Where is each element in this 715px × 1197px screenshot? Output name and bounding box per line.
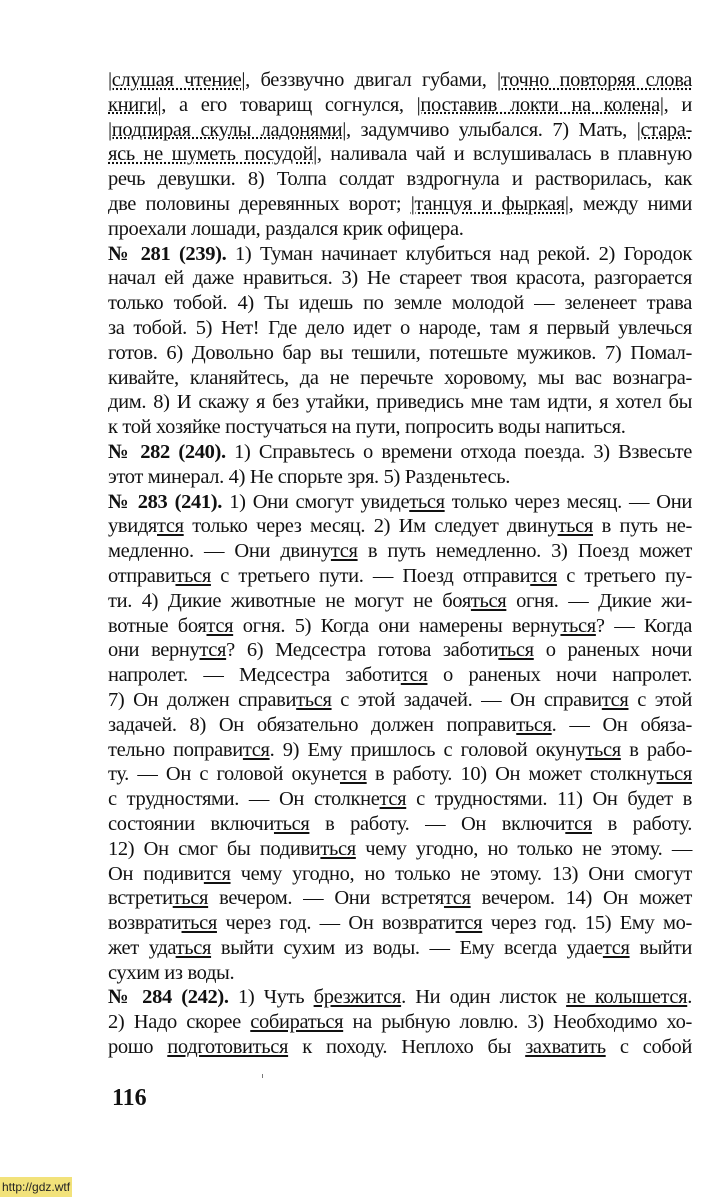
- text-segment: в путь не-: [593, 515, 692, 538]
- text-segment: рошо: [108, 1036, 168, 1059]
- text-segment: .: [687, 986, 692, 1009]
- underlined-word: захватить: [525, 1036, 606, 1059]
- text-segment: , а его товарищ согнулся,: [161, 93, 417, 116]
- text-line: [108, 142, 692, 167]
- dotted-underlined-phrase: |подпирая скулы ладонями|: [108, 118, 346, 141]
- text-line: [108, 167, 692, 192]
- text-segment: 1) Они смогут увиде: [222, 490, 410, 513]
- text-line: [108, 415, 692, 440]
- text-line: [108, 1010, 692, 1035]
- text-segment: только тобой. 4) Ты идешь по земле молодой — зеленеет трава: [108, 292, 692, 315]
- text-line: [108, 862, 692, 887]
- text-line: [108, 217, 692, 242]
- text-line: [108, 837, 692, 862]
- text-segment: огня. — Дикие жи-: [506, 589, 693, 612]
- text-line: [108, 961, 692, 986]
- text-segment: о раненых ночи напролет.: [427, 664, 692, 687]
- text-segment: увидя: [108, 515, 158, 538]
- text-line: [108, 1035, 692, 1060]
- underlined-word: тся: [602, 936, 630, 959]
- dotted-underlined-phrase: ясь не шуметь посудой|: [108, 143, 317, 166]
- paragraph: [108, 68, 692, 242]
- text-line: [108, 787, 692, 812]
- text-segment: ? 6) Медсестра готова заботи: [226, 639, 499, 662]
- exercise-number: № 284 (242).: [108, 986, 229, 1009]
- text-segment: 2) Надо скорее: [108, 1011, 251, 1034]
- text-segment: медленно. — Они двину: [108, 540, 331, 563]
- underlined-word: брезжится: [313, 986, 402, 1009]
- text-line: [108, 713, 692, 738]
- text-line: [108, 589, 692, 614]
- text-line: [108, 911, 692, 936]
- text-segment: Он подиви: [108, 862, 204, 885]
- text-segment: только через месяц. 2) Им следует двину: [183, 515, 558, 538]
- underlined-word: тся: [565, 812, 592, 835]
- text-segment: жет уда: [108, 936, 176, 959]
- dotted-underlined-phrase: |стара-: [636, 118, 692, 141]
- watermark-link[interactable]: http://gdz.wtf: [0, 1177, 72, 1197]
- underlined-word: тся: [203, 862, 231, 885]
- scan-speck: [262, 1074, 263, 1078]
- underlined-word: ться: [320, 837, 356, 860]
- text-segment: этот минерал. 4) Не спорьте зря. 5) Разденьтесь.: [108, 465, 510, 488]
- exercise-number: № 283 (241).: [108, 490, 223, 513]
- text-line: [108, 936, 692, 961]
- text-segment: состоянии включи: [108, 812, 274, 835]
- text-segment: , и: [663, 93, 692, 116]
- text-segment: с третьего пу-: [556, 564, 692, 587]
- text-segment: , между ними: [568, 192, 692, 215]
- text-segment: кивайте, кланяйтесь, да не перечьте хоровому, мы вас вознагра-: [108, 366, 692, 389]
- text-segment: огня. 5) Когда они намерены верну: [233, 614, 561, 637]
- text-line: [108, 291, 692, 316]
- exercise-number: № 281 (239).: [108, 242, 227, 265]
- text-line: [108, 68, 692, 93]
- underlined-word: ться: [498, 639, 534, 662]
- text-segment: готов. 6) Довольно бар вы тешили, потешьте мужиков. 7) Помал-: [108, 341, 692, 364]
- text-line: [108, 738, 692, 763]
- text-line: [108, 390, 692, 415]
- text-segment: ? — Когда: [595, 614, 692, 637]
- underlined-word: тся: [206, 614, 234, 637]
- text-line: [108, 465, 692, 490]
- underlined-word: ться: [516, 713, 552, 736]
- text-segment: с собой: [605, 1036, 692, 1059]
- text-segment: выйти: [629, 936, 692, 959]
- text-line: [108, 93, 692, 118]
- underlined-word: тся: [400, 664, 428, 687]
- underlined-word: собираться: [250, 1011, 344, 1034]
- exercise-number: № 282 (240).: [108, 440, 226, 463]
- text-segment: ту. — Он с головой окуне: [108, 763, 340, 786]
- text-segment: к той хозяйке постучаться на пути, попросить воды напиться.: [108, 416, 626, 439]
- text-segment: через год. 15) Ему мо-: [482, 912, 692, 935]
- dotted-underlined-phrase: книги|: [108, 93, 162, 116]
- text-segment: чему угодно, но только не этому. 13) Они смогут: [230, 862, 693, 885]
- text-segment: , наливала чай и вслушивалась в плавную: [316, 143, 692, 166]
- text-line: [108, 366, 692, 391]
- text-segment: . — Он обяза-: [551, 713, 692, 736]
- text-segment: 12) Он смог бы подиви: [108, 837, 321, 860]
- text-segment: о раненых ночи: [533, 639, 692, 662]
- text-segment: 1) Чуть: [228, 986, 314, 1009]
- text-segment: речь девушки. 8) Толпа солдат вздрогнула и растворилась, как: [108, 168, 692, 191]
- underlined-word: ться: [296, 688, 332, 711]
- text-segment: в работу. 10) Он может столкну: [366, 763, 657, 786]
- text-segment: к походу. Неплохо бы: [288, 1036, 526, 1059]
- underlined-word: тся: [455, 912, 483, 935]
- text-segment: с этой: [628, 688, 693, 711]
- text-segment: чему угодно, но только не этому. —: [355, 837, 692, 860]
- underlined-word: тся: [601, 688, 629, 711]
- text-line: [108, 316, 692, 341]
- underlined-word: тся: [330, 540, 358, 563]
- text-line: [108, 688, 692, 713]
- text-line: [108, 886, 692, 911]
- underlined-word: ться: [560, 614, 596, 637]
- underlined-word: ться: [172, 887, 209, 910]
- text-segment: 1) Справьтесь о времени отхода поезда. 3) Взвесьте: [225, 440, 692, 463]
- underlined-word: ться: [409, 490, 445, 513]
- text-segment: с трудностями. 11) Он будет в: [406, 788, 693, 811]
- paragraph: [108, 242, 692, 440]
- underlined-word: тся: [339, 763, 367, 786]
- dotted-underlined-phrase: |точно повторяя слова: [497, 69, 693, 91]
- paragraph: [108, 985, 692, 1059]
- underlined-word: ться: [557, 515, 594, 538]
- text-segment: отправи: [108, 564, 176, 587]
- text-line: [108, 663, 692, 688]
- text-segment: в работу. — Он включи: [309, 812, 566, 835]
- text-segment: сухим из воды.: [108, 961, 235, 984]
- underlined-word: тся: [379, 788, 407, 811]
- text-segment: вотные боя: [108, 614, 207, 637]
- text-line: [108, 242, 692, 267]
- text-segment: с третьего пути. — Поезд отправи: [210, 564, 531, 587]
- text-segment: в работу.: [591, 812, 693, 835]
- text-segment: две половины деревянных ворот;: [108, 192, 411, 215]
- text-line: [108, 192, 692, 217]
- text-line: [108, 440, 692, 465]
- underlined-word: ться: [585, 738, 621, 761]
- text-segment: , беззвучно двигал губами,: [245, 69, 498, 91]
- text-segment: с трудностями. — Он столкне: [108, 788, 380, 811]
- text-segment: выйти сухим из воды. — Ему всегда удае: [211, 936, 603, 959]
- text-segment: ти. 4) Дикие животные не могут не боя: [108, 589, 471, 612]
- text-line: [108, 490, 692, 515]
- text-segment: с этой задачей. — Он справи: [331, 688, 602, 711]
- paragraph: [108, 440, 692, 490]
- text-segment: , задумчиво улыбался. 7) Мать,: [345, 118, 637, 141]
- text-line: [108, 762, 692, 787]
- underlined-word: ться: [175, 564, 211, 587]
- underlined-word: ться: [656, 763, 693, 786]
- underlined-word: ться: [273, 812, 310, 835]
- text-segment: задачей. 8) Он обязательно должен поправи: [108, 713, 517, 736]
- text-segment: 7) Он должен справи: [108, 688, 297, 711]
- text-segment: в путь немедленно. 3) Поезд может: [357, 540, 692, 563]
- text-segment: тельно поправи: [108, 738, 243, 761]
- text-line: [108, 614, 692, 639]
- text-line: [108, 812, 692, 837]
- text-line: [108, 985, 692, 1010]
- text-segment: в рабо-: [620, 738, 693, 761]
- dotted-underlined-phrase: |поставив локти на колена|: [416, 93, 664, 116]
- dotted-underlined-phrase: |танцуя и фыркая|: [410, 192, 569, 215]
- page-body-text: [108, 68, 692, 1060]
- underlined-word: ться: [181, 912, 217, 935]
- text-line: [108, 118, 692, 143]
- underlined-word: тся: [199, 639, 227, 662]
- text-segment: . 9) Ему пришлось с головой окуну: [269, 738, 586, 761]
- underlined-word: тся: [443, 887, 471, 910]
- dotted-underlined-phrase: |слушая чтение|: [108, 69, 246, 91]
- text-segment: встрети: [108, 887, 173, 910]
- text-segment: дим. 8) И скажу я без утайки, приведись мне там идти, я хотел бы: [108, 391, 692, 414]
- text-segment: возврати: [108, 912, 182, 935]
- text-segment: на рыбную ловлю. 3) Необходимо хо-: [343, 1011, 692, 1034]
- underlined-word: ться: [470, 589, 507, 612]
- text-line: [108, 341, 692, 366]
- text-segment: только через месяц. — Они: [444, 490, 692, 513]
- text-segment: они верну: [108, 639, 200, 662]
- text-line: [108, 638, 692, 663]
- text-line: [108, 514, 692, 539]
- text-segment: напролет. — Медсестра заботи: [108, 664, 401, 687]
- text-line: [108, 266, 692, 291]
- text-segment: через год. — Он возврати: [216, 912, 456, 935]
- text-segment: вечером. 14) Он может: [470, 887, 692, 910]
- text-line: [108, 539, 692, 564]
- underlined-word: не колышется: [566, 986, 688, 1009]
- underlined-word: тся: [242, 738, 270, 761]
- text-segment: 1) Туман начинает клубиться над рекой. 2) Городок: [226, 242, 692, 265]
- text-segment: проехали лошади, раздался крик офицера.: [108, 217, 464, 240]
- paragraph: [108, 490, 692, 986]
- text-segment: . Ни один листок: [401, 986, 567, 1009]
- underlined-word: тся: [530, 564, 557, 587]
- page-number: 116: [112, 1085, 147, 1111]
- text-segment: за тобой. 5) Нет! Где дело идет о народе, там я первый увлечься: [108, 316, 692, 339]
- underlined-word: ться: [175, 936, 212, 959]
- text-segment: начал ей даже нравиться. 3) Не стареет твоя красота, разгорается: [108, 267, 692, 290]
- underlined-word: тся: [157, 515, 184, 538]
- underlined-word: подготовиться: [167, 1036, 289, 1059]
- text-line: [108, 564, 692, 589]
- text-segment: вечером. — Они встретя: [208, 887, 444, 910]
